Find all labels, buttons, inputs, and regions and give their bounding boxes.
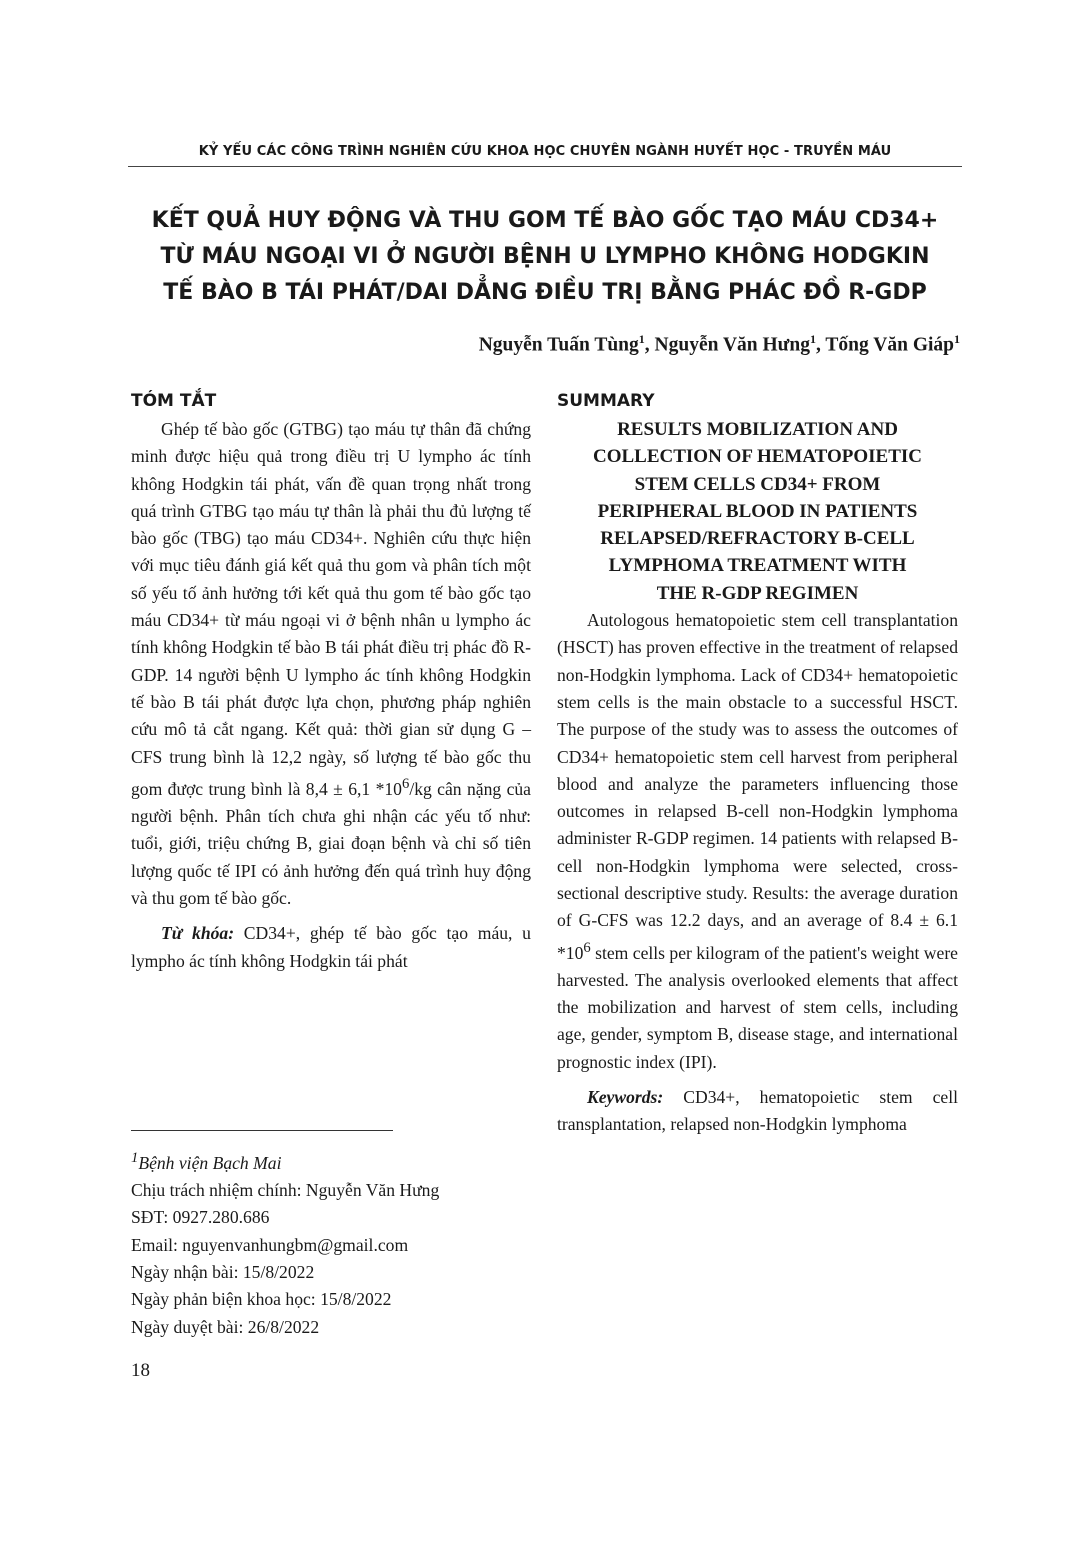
title-line: TẾ BÀO B TÁI PHÁT/DAI DẲNG ĐIỀU TRỊ BẰNG PHÁC ĐỒ R-GDP <box>163 280 927 305</box>
abstract-text: /kg cân nặng của người bệnh. Phân tích chưa ghi nhận các yếu tố như: tuổi, giới, triệu chứng B, giai đoạn bệnh và chỉ số tiên lượng quốc tế IPI có ảnh hưởng đến quá trình huy động và thu gom tế bào gốc. <box>131 778 531 908</box>
author-affiliation-mark: 1 <box>809 332 816 346</box>
accepted-date: Ngày duyệt bài: 26/8/2022 <box>131 1316 320 1337</box>
author-name: Nguyễn Tuấn Tùng <box>478 334 639 356</box>
header-divider <box>128 166 962 167</box>
english-title-line: PERIPHERAL BLOOD IN PATIENTS <box>597 500 918 522</box>
english-keywords <box>557 1084 958 1139</box>
english-title-line: RESULTS MOBILIZATION AND <box>617 419 898 440</box>
vietnamese-abstract <box>131 416 531 912</box>
english-title-line: LYMPHOMA TREATMENT WITH <box>608 555 907 577</box>
article-title <box>128 203 962 311</box>
affiliation-mark: 1 <box>131 1150 139 1166</box>
keywords-text: CD34+, ghép tế bào gốc tạo máu, u lympho ác tính không Hodgkin tái phát <box>131 923 531 971</box>
section-heading-summary: SUMMARY <box>557 391 655 411</box>
phone-number: SĐT: 0927.280.686 <box>131 1207 270 1228</box>
english-title-line: THE R-GDP REGIMEN <box>656 582 859 604</box>
received-date: Ngày nhận bài: 15/8/2022 <box>131 1262 315 1283</box>
email-address: Email: nguyenvanhungbm@gmail.com <box>131 1234 409 1255</box>
author-affiliation-mark: 1 <box>954 332 960 346</box>
abstract-text: stem cells per kilogram of the patient's weight were harvested. The analysis overlooked elements that affect the mobilization and harvest of stem cells, including age, gender, symptom B, disease stage, and international prognostic index (IPI). <box>557 942 958 1072</box>
english-title-line: COLLECTION OF HEMATOPOIETIC <box>592 446 923 468</box>
vietnamese-abstract-column <box>131 390 531 975</box>
title-line: TỪ MÁU NGOẠI VI Ở NGƯỜI BỆNH U LYMPHO KHÔNG HODGKIN <box>160 244 930 269</box>
author-name: Nguyễn Văn Hưng <box>654 334 810 356</box>
footnote-divider <box>131 1130 393 1131</box>
keywords-text: CD34+, hematopoietic stem cell transplantation, relapsed non-Hodgkin lymphoma <box>557 1086 958 1135</box>
author-list <box>479 332 960 357</box>
title-line: KẾT QUẢ HUY ĐỘNG VÀ THU GOM TẾ BÀO GỐC TẠO MÁU CD34+ <box>151 208 939 233</box>
english-title <box>557 416 958 607</box>
author-affiliation-mark: 1 <box>638 332 645 346</box>
keywords-label: Keywords: <box>587 1086 664 1107</box>
affiliation-name: Bệnh viện Bạch Mai <box>138 1152 282 1173</box>
corresponding-author: Chịu trách nhiệm chính: Nguyễn Văn Hưng <box>131 1180 440 1201</box>
vietnamese-keywords <box>131 920 531 975</box>
exponent: 6 <box>401 775 410 792</box>
affiliation-footnote <box>131 1145 439 1177</box>
abstract-text: Ghép tế bào gốc (GTBG) tạo máu tự thân đã chứng minh được hiệu quả trong điều trị U lympho ác tính không Hodgkin tái phát, vấn đề quan trọng nhất trong quá trình GTBG tạo máu tự thân là phải thu đủ lượng tế bào gốc (TBG) tạo máu CD34+. Nghiên cứu thực hiện với mục tiêu đánh giá kết quả thu gom và phân tích một số yếu tố ảnh hưởng tới kết quả thu gom tế bào gốc tạo máu CD34+ từ máu ngoại vi ở bệnh nhân u lympho ác tính không Hodgkin tế bào B tái phát điều trị phác đồ R-GDP. 14 người bệnh U lympho ác tính không Hodgkin tế bào B tái phát được lựa chọn, phương pháp nghiên cứu mô tả cắt ngang. Kết quả: thời gian sử dụng G – CFS trung bình là 12,2 ngày, số lượng tế bào gốc thu gom được trung bình là 8,4 ± 6,1 *10 <box>131 419 531 799</box>
keywords-label: Từ khóa: <box>161 923 235 944</box>
footnotes <box>131 1145 439 1341</box>
review-date: Ngày phản biện khoa học: 15/8/2022 <box>131 1289 392 1310</box>
author-separator: , <box>815 334 826 356</box>
exponent: 6 <box>583 939 591 956</box>
english-abstract <box>557 607 958 1076</box>
english-title-line: STEM CELLS CD34+ FROM <box>634 473 881 495</box>
english-abstract-column <box>557 390 958 1139</box>
abstract-text: Autologous hematopoietic stem cell transplantation (HSCT) has proven effective in the treatment of relapsed non-Hodgkin lymphoma. Lack of CD34+ hematopoietic stem cells is the main obstacle to a successful HSCT. The purpose of the study was to assess the outcomes of CD34+ hematopoietic stem cell harvest from peripheral blood and analyze the parameters influencing those outcomes in relapsed B-cell non-Hodgkin lymphoma administer R-GDP regimen. 14 patients with relapsed B-cell non-Hodgkin lymphoma were selected, cross-sectional descriptive study. Results: the average duration of G-CFS was 12.2 days, and an average of 8.4 ± 6.1 *10 <box>557 610 958 963</box>
author-separator: , <box>644 334 655 356</box>
page-number: 18 <box>131 1360 150 1381</box>
author-name: Tống Văn Giáp <box>825 334 954 356</box>
english-title-line: RELAPSED/REFRACTORY B-CELL <box>600 528 915 550</box>
section-heading-tom-tat: TÓM TẮT <box>131 391 217 411</box>
running-header: KỶ YẾU CÁC CÔNG TRÌNH NGHIÊN CỨU KHOA HỌC CHUYÊN NGÀNH HUYẾT HỌC - TRUYỀN MÁU <box>198 144 892 159</box>
